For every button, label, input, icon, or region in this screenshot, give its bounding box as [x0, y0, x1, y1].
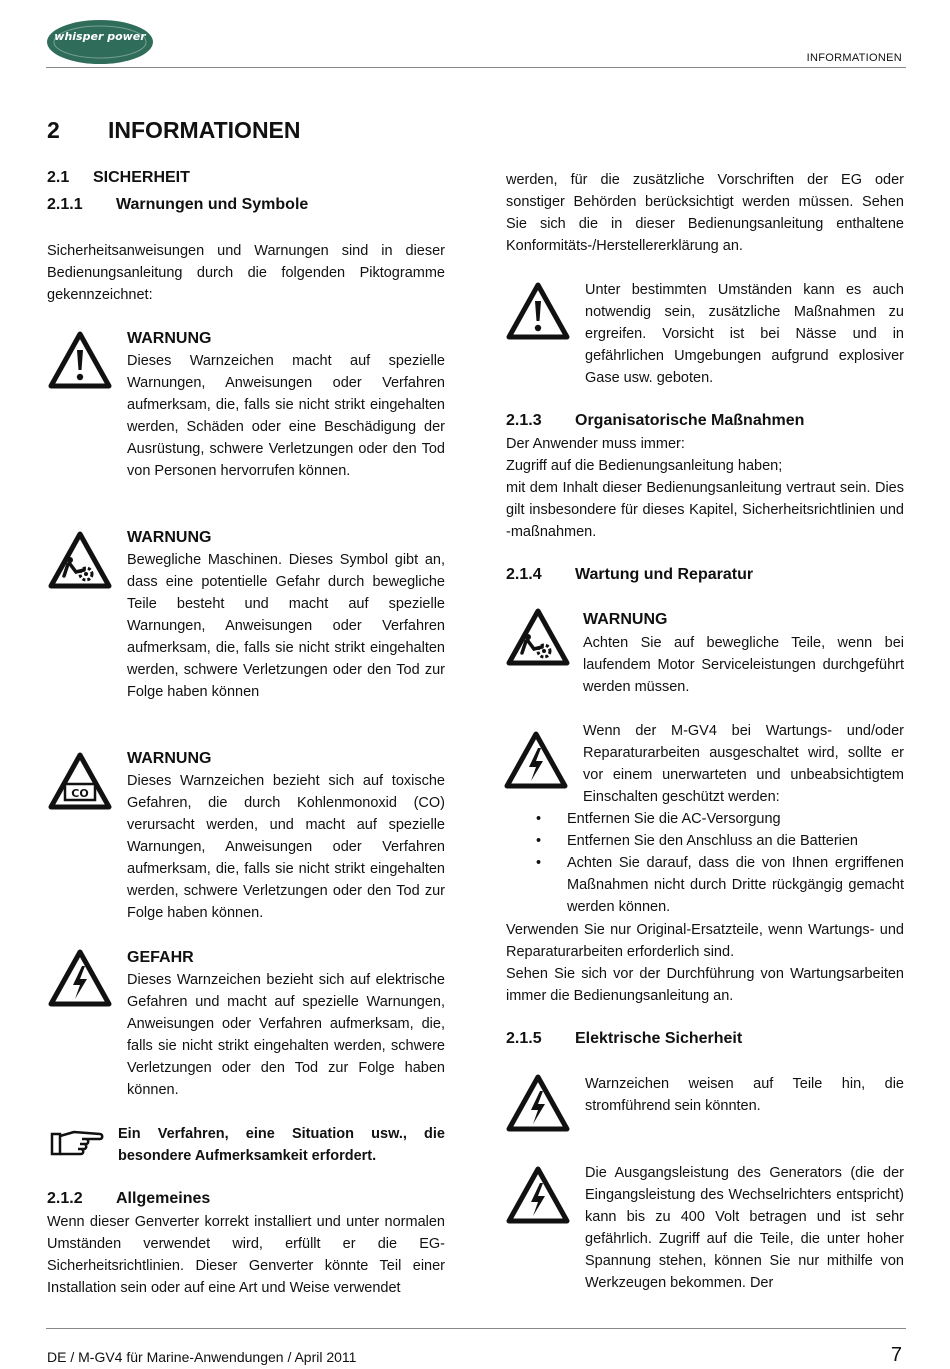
caution-text: Unter bestimmten Umständen kann es auch notwendig sein, zusätzliche Maßnahmen zu ergreifen. Vorsicht ist bei Nässe und in gefährlichen Umgebungen aufgrund explosiver Gase usw. geboten.	[585, 282, 904, 386]
chapter-title: 2 INFORMATIONEN	[47, 117, 301, 143]
warning-text: Achten Sie auf bewegliche Teile, wenn bei laufendem Motor Serviceleistungen durchgeführt werden müssen.	[583, 635, 904, 695]
warning-text: Dieses Warnzeichen bezieht sich auf toxische Gefahren, die durch Kohlenmonoxid (CO) verursacht werden, und macht auf spezielle Warnungen, Anweisungen oder Verfahren aufmerksam, die, falls sie nicht strikt eingehalten werden, schwere Verletzungen oder den Tod zur Folge haben können.	[127, 773, 445, 921]
warning-title: WARNUNG	[127, 750, 212, 767]
manual-paragraph: Sehen Sie sich vor der Durchführung von Wartungsarbeiten immer die Bedienungsanleitung an.	[506, 966, 904, 1004]
danger-title: GEFAHR	[127, 949, 194, 966]
spare-parts-paragraph: Verwenden Sie nur Original-Ersatzteile, wenn Wartungs- und Reparaturarbeiten erforderlich sind.	[506, 922, 904, 960]
warning-text: Bewegliche Maschinen. Dieses Symbol gibt an, dass eine potentielle Gefahr durch bewegliche Teile besteht und macht auf spezielle Warnungen, Anweisungen oder Verfahren aufmerksam, die, falls sie nicht strikt eingehalten werden, schwere Verletzungen oder den Tod zur Folge haben können	[127, 552, 445, 700]
intro-paragraph: Sicherheitsanweisungen und Warnungen sind in dieser Bedienungsanleitung durch die folgenden Piktogramme gekennzeichnet:	[47, 243, 445, 303]
warning-title: WARNUNG	[583, 611, 668, 628]
electric-hazard-icon	[506, 1073, 570, 1133]
section-2-1-1-heading: 2.1.1 Warnungen und Symbole	[47, 196, 309, 213]
org-line-2: Zugriff auf die Bedienungsanleitung haben;	[506, 458, 783, 474]
electric-hazard-icon	[506, 1165, 570, 1225]
section-2-1-heading: 2.1 SICHERHEIT	[47, 169, 190, 186]
electric-hazard-icon	[504, 730, 568, 790]
continued-paragraph: werden, für die zusätzliche Vorschriften der EG oder sonstiger Behörden berücksichtigt werden müssen. Sehen Sie sich die in dieser Bedienungsanleitung enthaltene Konformitäts-/Herstellererklärung an.	[506, 172, 904, 254]
warning-triangle-icon	[506, 281, 570, 341]
maintenance-bullet-list	[506, 808, 904, 918]
moving-parts-icon	[48, 530, 112, 590]
logo-text: whisper power	[54, 30, 146, 43]
moving-parts-icon	[506, 607, 570, 667]
electric-safety-text-2: Die Ausgangsleistung des Generators (die der Eingangsleistung des Wechselrichters entspricht) kann bis zu 400 Volt betragen und ist sehr gefährlich. Zugriff auf die Teile, die unter hoher Spannung stehen, können Sie nur mithilfe von Werkzeugen bekommen. Der	[585, 1165, 904, 1291]
section-2-1-4-heading: 2.1.4 Wartung und Reparatur	[506, 566, 754, 583]
general-paragraph: Wenn dieser Genverter korrekt installiert und unter normalen Umständen verwendet wird, erfüllt er die EG-Sicherheitsrichtlinien. Dieser Genverter könnte Teil einer Installation sein oder auf eine Art und Weise verwendet	[47, 1214, 445, 1296]
co-icon-label: CO	[71, 787, 89, 800]
warning-title: WARNUNG	[127, 330, 212, 347]
list-item: • Achten Sie darauf, dass die von Ihnen ergriffenen Maßnahmen nicht durch Dritte rückgängig gemacht werden können.	[506, 852, 904, 918]
section-2-1-2-heading: 2.1.2 Allgemeines	[47, 1190, 211, 1207]
maintenance-electric-text: Wenn der M-GV4 bei Wartungs- und/oder Reparaturarbeiten ausgeschaltet wird, sollte er vor einem unerwarteten und unbeabsichtigtem Einschalten geschützt werden:	[583, 723, 904, 805]
note-text: Ein Verfahren, eine Situation usw., die besondere Aufmerksamkeit erfordert.	[118, 1126, 445, 1164]
header-divider	[46, 67, 906, 68]
footer-divider	[46, 1328, 906, 1329]
section-2-1-3-heading: 2.1.3 Organisatorische Maßnahmen	[506, 412, 805, 429]
co-warning-icon	[48, 751, 112, 811]
electric-safety-text-1: Warnzeichen weisen auf Teile hin, die stromführend sein könnten.	[585, 1076, 904, 1114]
warning-text: Dieses Warnzeichen macht auf spezielle Warnungen, Anweisungen oder Verfahren aufmerksam, die, falls sie nicht strikt eingehalten werden, Schäden oder eine Beschädigung der Ausrüstung, schwere Verletzungen oder den Tod von Personen hervorrufen können.	[127, 353, 445, 479]
org-line-3: mit dem Inhalt dieser Bedienungsanleitung vertraut sein. Dies gilt insbesondere für dieses Kapitel, Sicherheitsrichtlinien und -maßnahmen.	[506, 480, 904, 540]
footer-text: DE / M-GV4 für Marine-Anwendungen / April 2011	[47, 1349, 357, 1365]
list-item: • Entfernen Sie die AC-Versorgung	[506, 808, 904, 830]
whisper-power-logo	[46, 18, 154, 66]
header-section-label: INFORMATIONEN	[806, 52, 902, 64]
org-line-1: Der Anwender muss immer:	[506, 436, 685, 452]
pointing-hand-icon	[50, 1126, 104, 1158]
section-2-1-5-heading: 2.1.5 Elektrische Sicherheit	[506, 1030, 743, 1047]
electric-hazard-icon	[48, 948, 112, 1008]
warning-title: WARNUNG	[127, 529, 212, 546]
warning-triangle-icon	[48, 330, 112, 390]
danger-text: Dieses Warnzeichen bezieht sich auf elektrische Gefahren und macht auf spezielle Warnungen, Anweisungen oder Verfahren aufmerksam, die, falls sie nicht strikt eingehalten werden, schwere Verletzungen oder den Tod zur Folge haben können.	[127, 972, 445, 1098]
list-item: • Entfernen Sie den Anschluss an die Batterien	[506, 830, 904, 852]
page-number: 7	[890, 1344, 902, 1366]
